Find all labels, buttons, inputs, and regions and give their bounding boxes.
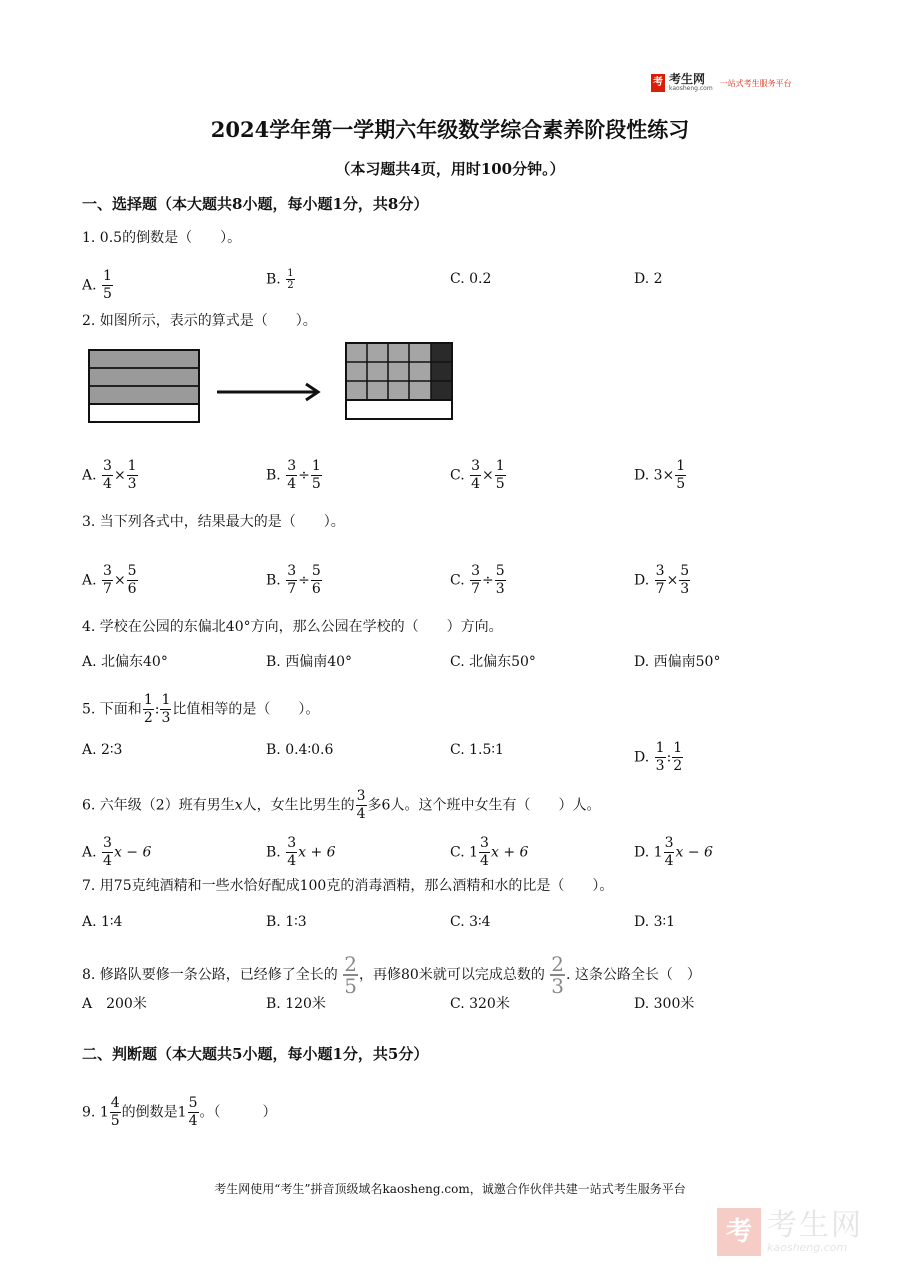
q4-option-a: A. 北偏东40° bbox=[82, 654, 168, 670]
watermark-logo bbox=[717, 1208, 863, 1256]
q5-option-c: C. 1.5∶1 bbox=[450, 742, 504, 758]
q2-figure bbox=[84, 340, 464, 428]
q6-option-b: B. $\frac{3}{4}$ x + 6 bbox=[266, 835, 336, 869]
logo-text bbox=[669, 74, 713, 92]
section-choice-heading: 一、选择题（本大题共8小题，每小题1分，共8分） bbox=[82, 195, 429, 213]
logo-name: 考生网 bbox=[669, 72, 706, 86]
section-judge-heading: 二、判断题（本大题共5小题，每小题1分，共5分） bbox=[82, 1045, 429, 1063]
q4-option-b: B. 西偏南40° bbox=[266, 654, 353, 670]
q1-option-a: A. $\frac{1}{5}$ bbox=[82, 268, 112, 302]
q3-option-d: D. $\frac{3}{7}$ × $\frac{5}{3}$ bbox=[634, 563, 690, 597]
q7-option-d: D. 3∶1 bbox=[634, 914, 676, 930]
fraction: $\frac{1}{2}$ bbox=[287, 268, 294, 291]
q3-option-a: A. $\frac{3}{7}$ × $\frac{5}{6}$ bbox=[82, 563, 137, 597]
q2-option-b: B. $\frac{3}{4}$ ÷ $\frac{1}{5}$ bbox=[266, 458, 321, 492]
q3-option-c: C. $\frac{3}{7}$ ÷ $\frac{5}{3}$ bbox=[450, 563, 505, 597]
page-subtitle: （本习题共4页，用时100分钟。） bbox=[335, 160, 565, 178]
q6-option-d: D. 1 $\frac{3}{4}$ x − 6 bbox=[634, 835, 713, 869]
logo-domain: kaosheng.com bbox=[669, 85, 713, 92]
logo-mark: 考 bbox=[651, 74, 665, 92]
q2-stem: 2. 如图所示，表示的算式是（ ）。 bbox=[82, 313, 317, 329]
q8-option-d: D. 300米 bbox=[634, 996, 695, 1012]
q9-stem: 9. 1 $\frac{4}{5}$ 的倒数是1 $\frac{5}{4}$ 。（ ） bbox=[82, 1095, 277, 1129]
watermark-mark: 考 bbox=[717, 1208, 761, 1256]
q8-option-b: B. 120米 bbox=[266, 996, 326, 1012]
page-title: 2024学年第一学期六年级数学综合素养阶段性练习 bbox=[210, 117, 690, 142]
q4-option-d: D. 西偏南50° bbox=[634, 654, 721, 670]
q3-stem: 3. 当下列各式中，结果最大的是（ ）。 bbox=[82, 514, 345, 530]
q5-option-b: B. 0.4∶0.6 bbox=[266, 742, 334, 758]
q4-option-c: C. 北偏东50° bbox=[450, 654, 536, 670]
watermark-name: 考生网 bbox=[767, 1208, 863, 1243]
q7-stem: 7. 用75克纯酒精和一些水恰好配成100克的消毒酒精，那么酒精和水的比是（ ）。 bbox=[82, 878, 614, 894]
q7-option-a: A. 1∶4 bbox=[82, 914, 123, 930]
watermark-domain: kaosheng.com bbox=[767, 1241, 848, 1254]
q6-option-a: A. $\frac{3}{4}$ x − 6 bbox=[82, 835, 152, 869]
q5-option-a: A. 2∶3 bbox=[82, 742, 123, 758]
q6-stem: 6. 六年级（2）班有男生x人，女生比男生的 $\frac{3}{4}$ 多6人。这个班中女生有（ ）人。 bbox=[82, 788, 601, 822]
q2-option-a: A. $\frac{3}{4}$ × $\frac{1}{3}$ bbox=[82, 458, 137, 492]
arrow-icon bbox=[217, 384, 318, 400]
page-footer: 考生网使用“考生”拼音顶级域名kaosheng.com，诚邀合作伙伴共建一站式考生服务平台 bbox=[214, 1182, 686, 1196]
figure-right-rect bbox=[346, 343, 452, 419]
q6-option-c: C. 1 $\frac{3}{4}$ x + 6 bbox=[450, 835, 529, 869]
q1-option-c: C. 0.2 bbox=[450, 271, 492, 287]
q7-option-c: C. 3∶4 bbox=[450, 914, 491, 930]
header-logo bbox=[651, 74, 792, 92]
q7-option-b: B. 1∶3 bbox=[266, 914, 307, 930]
q4-stem: 4. 学校在公园的东偏北40°方向，那么公园在学校的（ ）方向。 bbox=[82, 619, 503, 635]
q8-option-a: A 200米 bbox=[82, 996, 147, 1012]
figure-left-rect bbox=[89, 350, 199, 422]
q5-stem: 5. 下面和 $\frac{1}{2}$ : $\frac{1}{3}$ 比值相等的是（ ）。 bbox=[82, 692, 320, 726]
q8-option-c: C. 320米 bbox=[450, 996, 510, 1012]
q3-option-b: B. $\frac{3}{7}$ ÷ $\frac{5}{6}$ bbox=[266, 563, 321, 597]
q2-option-c: C. $\frac{3}{4}$ × $\frac{1}{5}$ bbox=[450, 458, 505, 492]
q2-option-d: D. 3× $\frac{1}{5}$ bbox=[634, 458, 686, 492]
q1-option-d: D. 2 bbox=[634, 271, 663, 287]
q5-option-d: D. $\frac{1}{3}$ : $\frac{1}{2}$ bbox=[634, 740, 683, 774]
q1-stem: 1. 0.5的倒数是（ ）。 bbox=[82, 230, 242, 246]
q1-option-b: B. $\frac{1}{2}$ bbox=[266, 268, 294, 291]
q8-stem: 8. 修路队要修一条公路，已经修了全长的 $\frac{2}{5}$ ，再修80米就可以完成总数的 $\frac{2}{3}$ . 这条公路全长（ ） bbox=[82, 952, 701, 998]
logo-slogan: 一站式考生服务平台 bbox=[719, 78, 792, 88]
fraction: $\frac{1}{5}$ bbox=[103, 268, 112, 302]
